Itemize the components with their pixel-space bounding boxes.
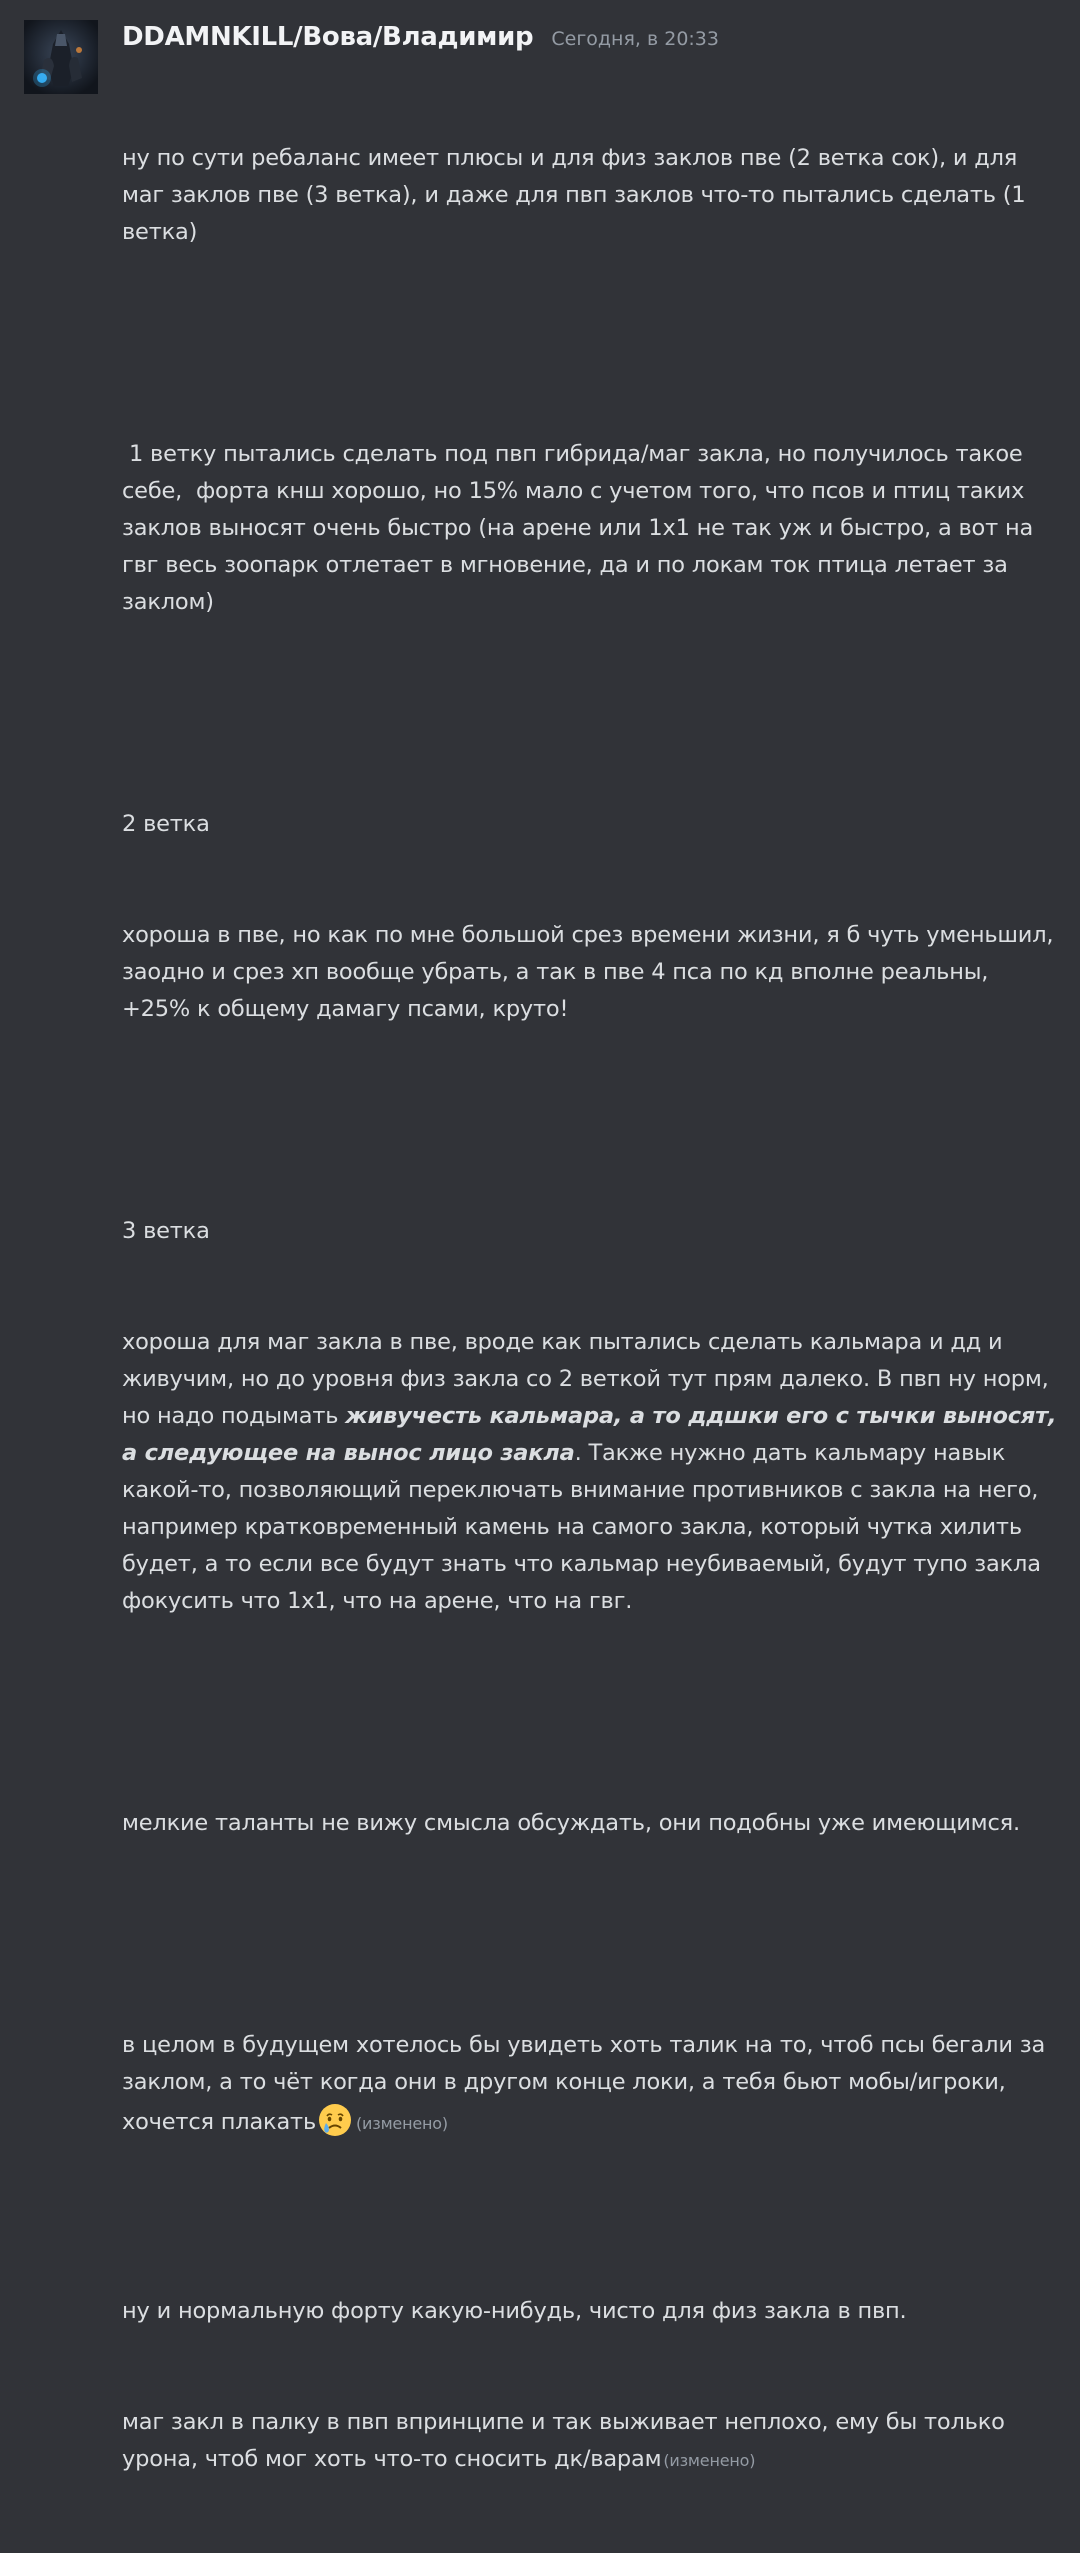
message-text: . Также нужно дать кальмару навык какой-то, позволяющий переключать внимание противников с закла на него, например кратковременный камень на самого закла, который чутка хилить будет, а то если все будут знать что кальмар неубиваемый, будут тупо закла фокусить что 1х1, что на арене, что на гвг. xyxy=(122,1440,1048,1614)
message-paragraph-title: 2 ветка xyxy=(122,811,210,837)
message-paragraph xyxy=(122,1324,1062,1620)
message-paragraph: ну по сути ребаланс имеет плюсы и для физ заклов пве (2 ветка сок), и для маг заклов пве (3 ветка), и даже для пвп заклов что-то пытались сделать (1 ветка) xyxy=(122,145,1033,245)
message-timestamp[interactable]: Сегодня, в 20:33 xyxy=(551,28,719,50)
edited-label: (изменено) xyxy=(663,2451,756,2470)
author-username[interactable]: DDAMNKILL/Вова/Владимир xyxy=(122,22,534,52)
avatar[interactable] xyxy=(24,20,98,94)
message-text: хороша для маг закла в пве, вроде как пытались сделать кальмара и дд и живучим, но до уровня физ закла со 2 веткой тут прям далеко. В пвп ну норм, но надо подымать xyxy=(122,1329,1056,1429)
message-content xyxy=(122,22,1062,2553)
message-paragraph xyxy=(122,2027,1062,2142)
message-paragraph-title: 3 ветка xyxy=(122,1218,210,1244)
message-body-followup xyxy=(122,2219,1062,2553)
message-paragraph: мелкие таланты не вижу смысла обсуждать, они подобны уже имеющимся. xyxy=(122,1810,1020,1836)
message-paragraph xyxy=(122,2404,1062,2479)
message-paragraph: хороша в пве, но как по мне большой срез времени жизни, я б чуть уменьшил, заодно и срез хп вообще убрать, а так в пве 4 пса по кд вполне реальны, +25% к общему дамагу псами, круто! xyxy=(122,922,1061,1022)
bold-italic-text: живучесть кальмара, а то ддшки его с тычки выносят, а следующее на вынос лицо закла xyxy=(122,1403,1064,1466)
message-header xyxy=(122,22,1062,66)
message-paragraph: ну и нормальную форту какую-нибудь, чисто для физ закла в пвп. xyxy=(122,2298,907,2324)
message-paragraph: 1 ветку пытались сделать под пвп гибрида/маг закла, но получилось такое себе, форта кнш хорошо, но 15% мало с учетом того, что псов и птиц таких заклов выносят очень быстро (на арене или 1х1 не так уж и быстро, а вот на гвг весь зоопарк отлетает в мгновение, да и по локам ток птица летает за заклом) xyxy=(122,441,1041,615)
message-text: маг закл в палку в пвп впринципе и так выживает неплохо, ему бы только урона, чтоб мог хоть что-то сносить дк/варам xyxy=(122,2409,1012,2472)
edited-label: (изменено) xyxy=(356,2114,448,2133)
dark-warlock-avatar-icon xyxy=(24,20,98,94)
crying-face-emoji-icon[interactable] xyxy=(316,2101,354,2139)
message-body xyxy=(122,66,1062,2216)
message-text: в целом в будущем хотелось бы увидеть хоть талик на то, чтоб псы бегали за заклом, а то чёт когда они в другом конце локи, а тебя бьют мобы/игроки, хочется плакать xyxy=(122,2032,1053,2135)
